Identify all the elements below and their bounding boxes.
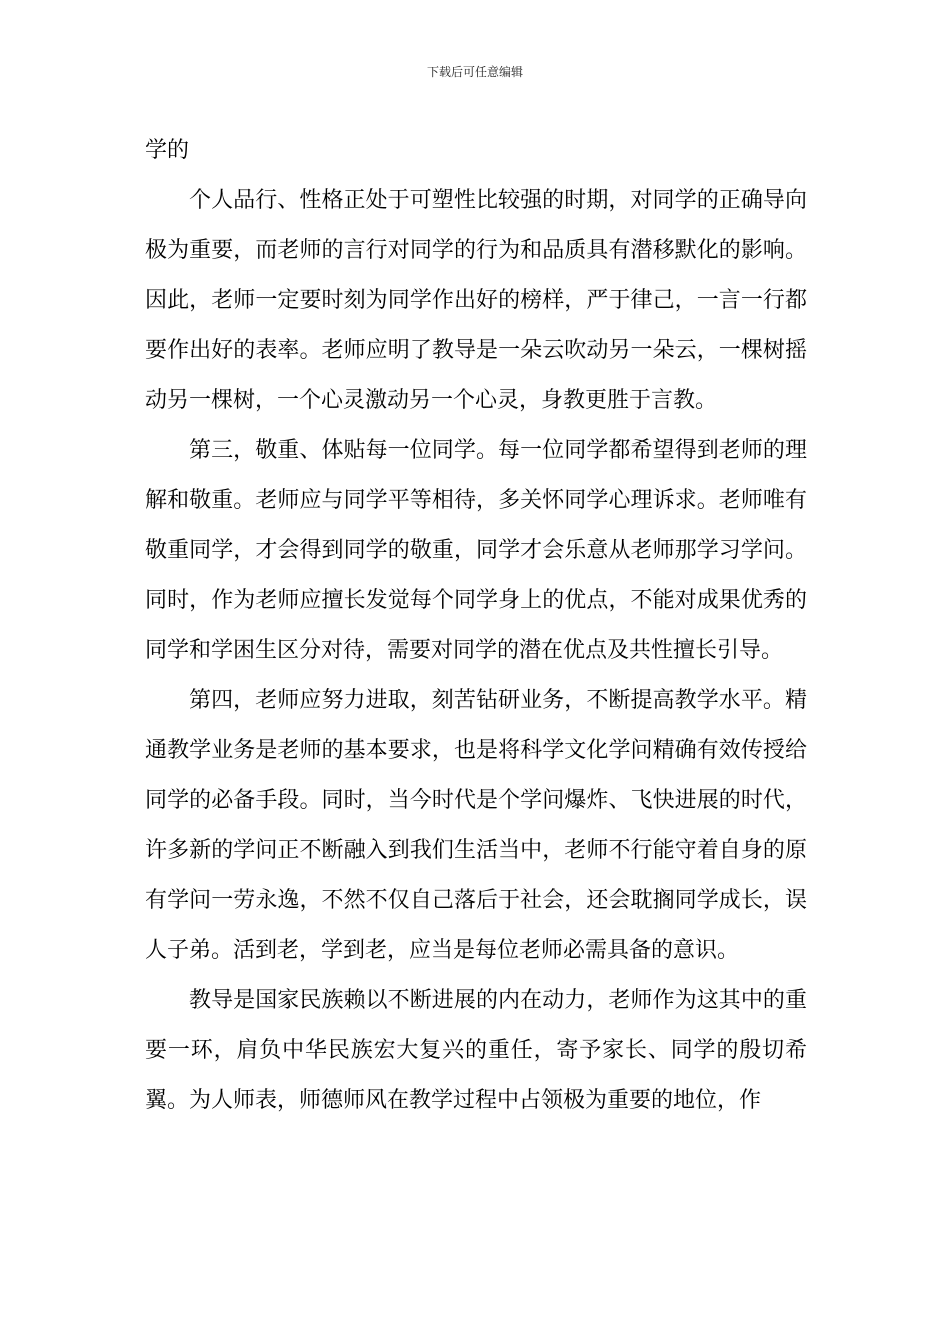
paragraph: 第三，敬重、体贴每一位同学。每一位同学都希望得到老师的理解和敬重。老师应与同学平等相待，多关怀同学心理诉求。老师唯有敬重同学，才会得到同学的敬重，同学才会乐意从老师那学习学问。同时，作为老师应擅长发觉每个同学身上的优点，不能对成果优秀的同学和学困生区分对待，需要对同学的潜在优点及共性擅长引导。 [145,438,807,663]
paragraph: 个人品行、性格正处于可塑性比较强的时期，对同学的正确导向极为重要，而老师的言行对同学的行为和品质具有潜移默化的影响。因此，老师一定要时刻为同学作出好的榜样，严于律己，一言一行都要作出好的表率。老师应明了教导是一朵云吹动另一朵云，一棵树摇动另一棵树，一个心灵激动另一个心灵，身教更胜于言教。 [145,188,807,413]
document-body [145,126,807,1126]
paragraph: 第四，老师应努力进取，刻苦钻研业务，不断提高教学水平。精通教学业务是老师的基本要求，也是将科学文化学问精确有效传授给同学的必备手段。同时，当今时代是个学问爆炸、飞快进展的时代，许多新的学问正不断融入到我们生活当中，老师不行能守着自身的原有学问一劳永逸，不然不仅自己落后于社会，还会耽搁同学成长，误人子弟。活到老，学到老，应当是每位老师必需具备的意识。 [145,688,807,963]
paragraph: 教导是国家民族赖以不断进展的内在动力，老师作为这其中的重要一环，肩负中华民族宏大复兴的重任，寄予家长、同学的殷切希翼。为人师表，师德师风在教学过程中占领极为重要的地位，作 [145,988,807,1113]
page-header: 下载后可任意编辑 [426,65,523,79]
paragraph-continuation: 学的 [145,138,190,163]
